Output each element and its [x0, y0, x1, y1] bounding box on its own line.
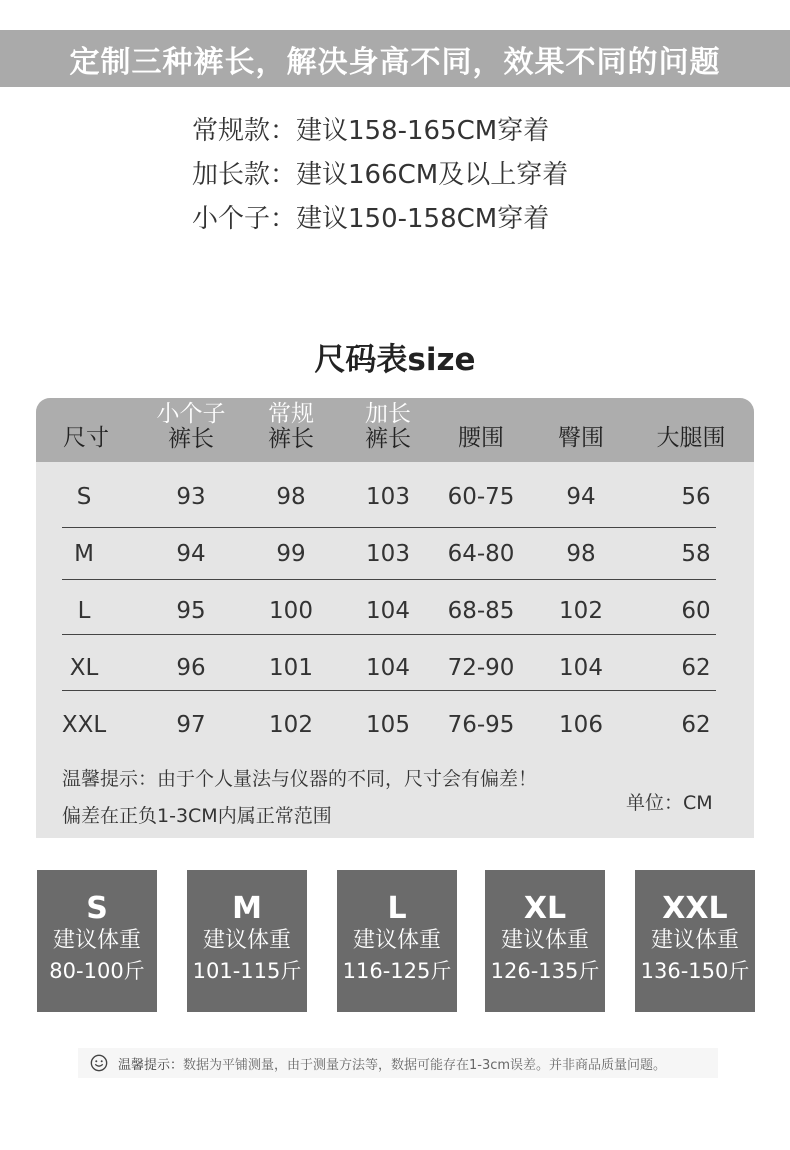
header-long-length: 加长 裤长: [365, 401, 411, 452]
table-row: L 95 100 104 68-85 102 60: [77, 598, 711, 624]
size-chart-title: 尺码表size: [314, 342, 476, 378]
weight-box-range: 126-135斤: [490, 959, 600, 983]
weight-box-xxl: [635, 870, 755, 1012]
weight-box-range: 80-100斤: [49, 959, 145, 983]
weight-box-size: M: [232, 891, 262, 926]
measurement-note-line2: 偏差在正负1-3CM内属正常范围: [62, 805, 332, 827]
weight-box-m: [187, 870, 307, 1012]
weight-box-label: 建议体重: [52, 928, 141, 953]
footer-label: 温馨提示：: [118, 1057, 184, 1073]
weight-box-range: 101-115斤: [192, 959, 302, 983]
weight-box-size: S: [86, 891, 108, 926]
header-waist: 腰围: [458, 425, 504, 451]
recommendation-petite: 小个子：建议150-158CM穿着: [192, 204, 550, 234]
banner-text: 定制三种裤长，解决身高不同，效果不同的问题: [69, 44, 721, 80]
size-table: [36, 398, 754, 838]
table-row: S 93 98 103 60-75 94 56: [76, 484, 711, 510]
weight-box-size: XL: [523, 891, 567, 926]
header-petite-length: 小个子 裤长: [156, 401, 226, 452]
footer-text: 数据为平铺测量，由于测量方法等，数据可能存在1-3cm误差。并非商品质量问题。: [183, 1057, 667, 1073]
weight-box-label: 建议体重: [202, 928, 291, 953]
row-divider: [62, 579, 716, 580]
table-header: [36, 398, 754, 462]
top-banner: [0, 30, 790, 87]
row-divider: [62, 690, 716, 691]
weight-box-label: 建议体重: [500, 928, 589, 953]
table-row: M 94 99 103 64-80 98 58: [74, 541, 711, 567]
smile-icon: [90, 1054, 108, 1072]
weight-box-size: L: [387, 891, 407, 926]
measurement-note-line1: 温馨提示：由于个人量法与仪器的不同，尺寸会有偏差！: [62, 768, 538, 790]
recommendation-regular: 常规款：建议158-165CM穿着: [192, 116, 550, 146]
weight-box-l: [337, 870, 457, 1012]
header-size: 尺寸: [63, 425, 109, 451]
weight-box-xl: [485, 870, 605, 1012]
weight-box-label: 建议体重: [352, 928, 441, 953]
weight-box-range: 116-125斤: [342, 959, 452, 983]
header-hip: 臀围: [558, 425, 604, 451]
weight-box-size: XXL: [662, 891, 728, 926]
header-regular-length: 常规 裤长: [268, 401, 314, 452]
footer-note: [78, 1048, 718, 1078]
table-row: XXL 97 102 105 76-95 106 62: [61, 712, 711, 738]
recommendation-long: 加长款：建议166CM及以上穿着: [192, 160, 569, 190]
row-divider: [62, 634, 716, 635]
weight-box-label: 建议体重: [650, 928, 739, 953]
weight-box-range: 136-150斤: [640, 959, 750, 983]
weight-box-s: [37, 870, 157, 1012]
header-thigh: 大腿围: [656, 425, 726, 451]
unit-label: 单位：CM: [626, 792, 713, 814]
table-row: XL 96 101 104 72-90 104 62: [69, 655, 711, 681]
